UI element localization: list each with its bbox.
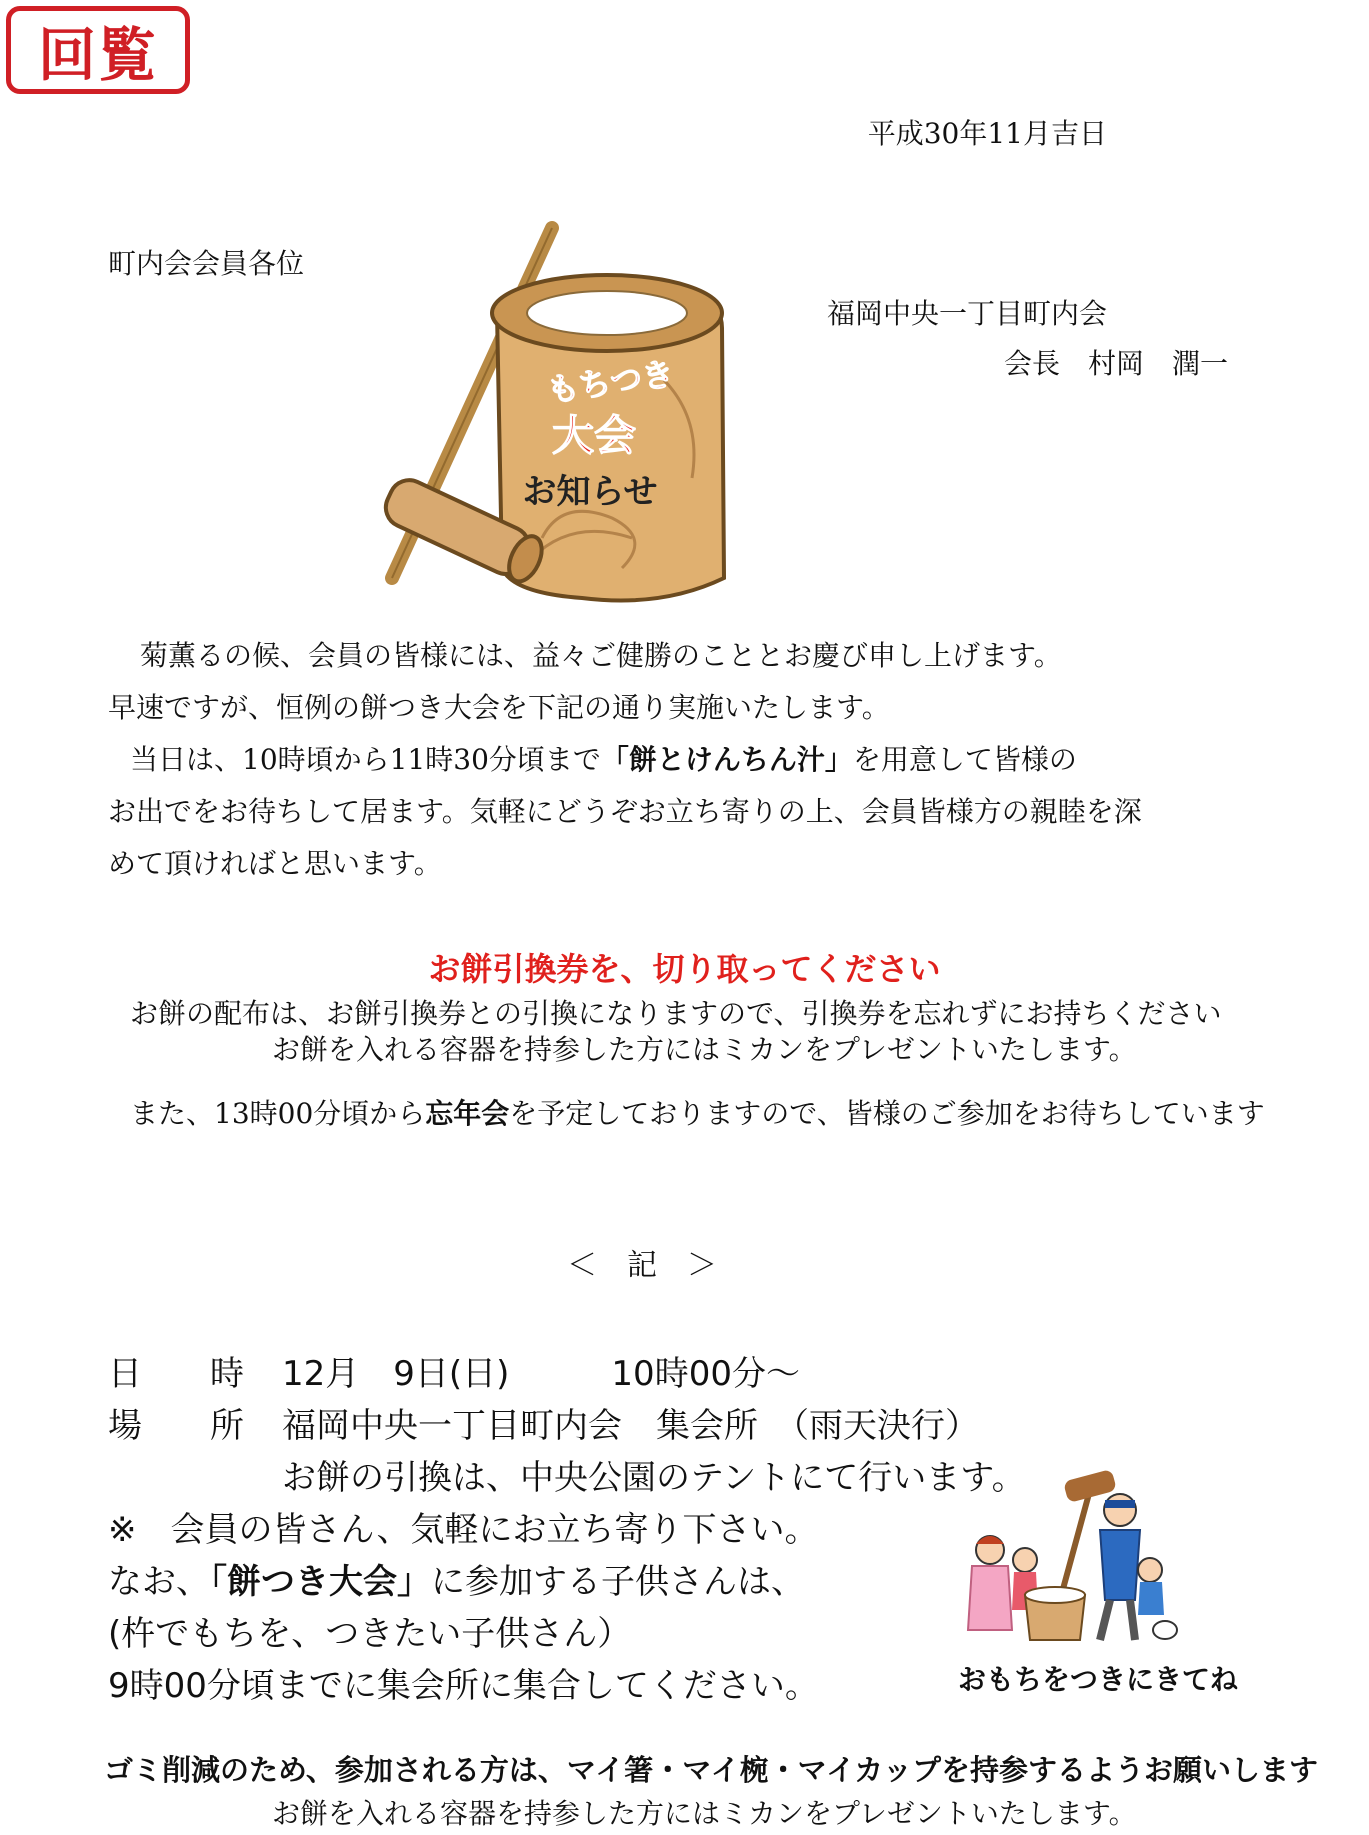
datetime-label: 日 時 — [108, 1354, 244, 1394]
body-p3-pre: 当日は、10時頃から11時30分頃まで — [130, 743, 601, 776]
family-mochitsuki-icon — [940, 1470, 1180, 1650]
body-paragraph-2: 早速ですが、恒例の餅つき大会を下記の通り実施いたします。 — [108, 691, 890, 724]
ticket-heading: お餅引換券を、切り取ってください — [428, 950, 941, 988]
note-3: (杵でもちを、つきたい子供さん） — [108, 1614, 632, 1654]
body-paragraph-3 — [130, 738, 1077, 778]
note-1: ※ 会員の皆さん、気軽にお立ち寄り下さい。 — [108, 1510, 819, 1550]
place-value: 福岡中央一丁目町内会 集会所 （雨天決行） — [282, 1406, 979, 1446]
kairan-stamp: 回覧 — [6, 6, 190, 94]
note-2-bold: 「餅つき大会」 — [210, 1562, 431, 1602]
body-paragraph-4: お出でをお待ちして居ます。気軽にどうぞお立ち寄りの上、会員皆様方の親睦を深 — [108, 795, 1142, 828]
issue-date: 平成30年11月吉日 — [867, 117, 1107, 150]
mortar-mallet-icon — [362, 218, 742, 618]
party-post: を予定しておりますので、皆様のご参加をお待ちしています — [509, 1097, 1265, 1130]
mochitsuki-illustration — [362, 218, 742, 618]
note-2-post: に参加する子供さんは、 — [431, 1562, 805, 1602]
footer-line-2: お餅を入れる容器を持参した方にはミカンをプレゼントいたします。 — [272, 1797, 1137, 1830]
sender-org: 福岡中央一丁目町内会 — [826, 297, 1107, 330]
footer-line-1: ゴミ削減のため、参加される方は、マイ箸・マイ椀・マイカップを持参するようお願いします — [104, 1753, 1318, 1787]
illustration-text-line3: お知らせ — [522, 472, 658, 512]
note-2 — [108, 1554, 805, 1603]
note-4: 9時00分頃までに集会所に集合してください。 — [108, 1666, 819, 1706]
party-bold: 忘年会 — [425, 1097, 510, 1130]
body-paragraph-5: めて頂ければと思います。 — [108, 847, 442, 880]
party-notice — [130, 1092, 1265, 1132]
ticket-line-1: お餅の配布は、お餅引換券との引換になりますので、引換券を忘れずにお持ちください — [130, 997, 1222, 1030]
ki-heading: ＜ 記 ＞ — [567, 1248, 717, 1283]
note-2-pre: なお、 — [108, 1562, 210, 1602]
family-caption: おもちをつきにきてね — [958, 1663, 1239, 1696]
illustration-text-line2: 大会 — [551, 411, 637, 460]
party-pre: また、13時00分頃から — [130, 1097, 426, 1130]
body-p3-bold: 「餅とけんちん汁」 — [600, 743, 853, 776]
body-p3-post: を用意して皆様の — [852, 743, 1077, 776]
sender-chair: 会長 村岡 潤一 — [1004, 347, 1229, 380]
addressee: 町内会会員各位 — [108, 247, 305, 280]
exchange-note: お餅の引換は、中央公園のテントにて行います。 — [282, 1458, 1026, 1498]
family-illustration — [940, 1470, 1180, 1650]
body-paragraph-1: 菊薫るの候、会員の皆様には、益々ご健勝のこととお慶び申し上げます。 — [140, 639, 1062, 672]
ticket-line-2: お餅を入れる容器を持参した方にはミカンをプレゼントいたします。 — [272, 1033, 1137, 1066]
datetime-value: 12月 9日(日) 10時00分～ — [282, 1354, 800, 1394]
place-label: 場 所 — [108, 1406, 244, 1446]
illustration-text-line1: もちつき — [544, 354, 677, 410]
